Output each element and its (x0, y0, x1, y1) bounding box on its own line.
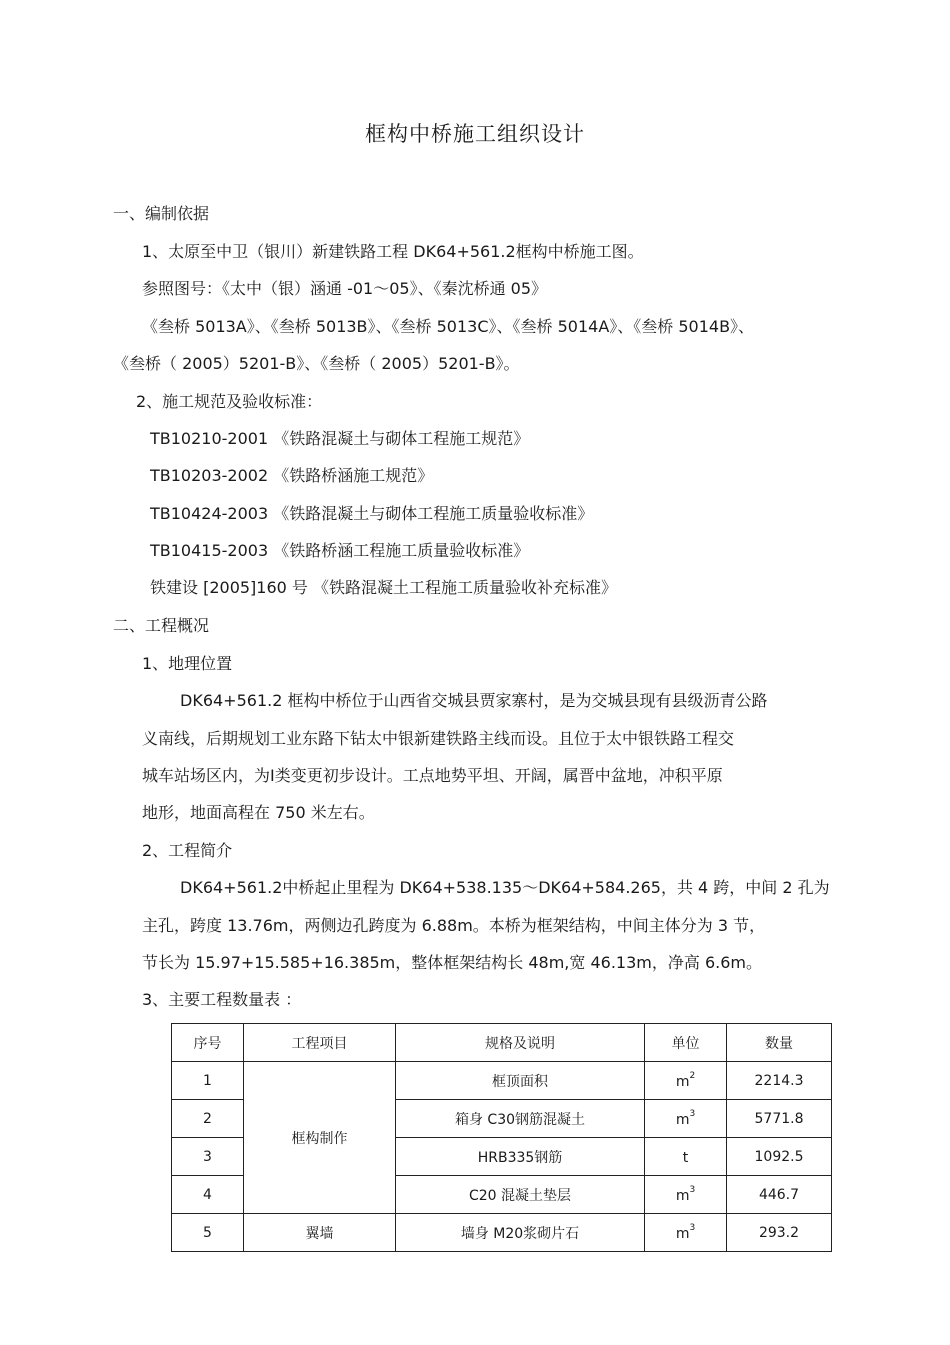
page-title: 框构中桥施工组织设计 (365, 122, 585, 146)
geo-line-1: DK64+561.2 框构中桥位于山西省交城县贾家寨村，是为交城县现有县级沥青公路 (180, 691, 768, 710)
geo-line-4: 地形，地面高程在 750 米左右。 (142, 803, 375, 822)
unit-text: m (675, 1112, 690, 1128)
cell-unit (645, 1100, 727, 1138)
section-2-heading: 二、工程概况 (113, 616, 210, 635)
unit-exponent: 3 (689, 1185, 696, 1195)
standard-1: TB10210-2001 《铁路混凝土与砌体工程施工规范》 (150, 429, 530, 448)
reference-drawings-cont-1: 《叁桥 5013A》、《叁桥 5013B》、《叁桥 5013C》、《叁桥 5014A》、《叁桥 5014B》、 (142, 317, 755, 336)
basis-item-2: 2、施工规范及验收标准： (136, 392, 323, 411)
cell-spec: 箱身 C30钢筋混凝土 (396, 1100, 645, 1138)
geo-line-2: 义南线，后期规划工业东路下钻太中银新建铁路主线而设。且位于太中银铁路工程交 (142, 729, 735, 748)
cell-qty: 5771.8 (727, 1100, 832, 1138)
intro-line-1: DK64+561.2中桥起止里程为 DK64+538.135～DK64+584.265，共 4 跨，中间 2 孔为 (180, 878, 830, 897)
standard-4: TB10415-2003 《铁路桥涵工程施工质量验收标准》 (150, 541, 530, 560)
geo-line-3: 城车站场区内，为Ⅰ类变更初步设计。工点地势平坦、开阔，属晋中盆地，冲积平原 (142, 766, 723, 785)
cell-qty: 293.2 (727, 1214, 832, 1252)
cell-unit (645, 1214, 727, 1252)
unit-text: m (675, 1226, 690, 1242)
cell-qty: 1092.5 (727, 1138, 832, 1176)
header-spec: 规格及说明 (396, 1024, 645, 1062)
standard-3: TB10424-2003 《铁路混凝土与砌体工程施工质量验收标准》 (150, 504, 594, 523)
cell-unit (645, 1062, 727, 1100)
cell-no: 3 (172, 1138, 244, 1176)
cell-spec: 墙身 M20浆砌片石 (396, 1214, 645, 1252)
standard-5: 铁建设 [2005]160 号 《铁路混凝土工程施工质量验收补充标准》 (150, 578, 618, 597)
intro-heading: 2、工程简介 (142, 841, 233, 860)
unit-text: t (682, 1150, 689, 1166)
cell-unit (645, 1176, 727, 1214)
table-row (172, 1214, 832, 1252)
header-item: 工程项目 (244, 1024, 396, 1062)
quantity-table (171, 1023, 832, 1252)
section-1-heading: 一、编制依据 (113, 204, 210, 223)
header-qty: 数量 (727, 1024, 832, 1062)
header-no: 序号 (172, 1024, 244, 1062)
cell-no: 5 (172, 1214, 244, 1252)
cell-no: 1 (172, 1062, 244, 1100)
cell-item-merged: 框构制作 (244, 1062, 396, 1214)
table-row (172, 1062, 832, 1100)
basis-item-1: 1、太原至中卫（银川）新建铁路工程 DK64+561.2框构中桥施工图。 (142, 242, 644, 261)
cell-no: 4 (172, 1176, 244, 1214)
cell-qty: 2214.3 (727, 1062, 832, 1100)
unit-text: m (675, 1188, 690, 1204)
cell-unit (645, 1138, 727, 1176)
unit-exponent: 3 (689, 1109, 696, 1119)
cell-no: 2 (172, 1100, 244, 1138)
cell-qty: 446.7 (727, 1176, 832, 1214)
geo-heading: 1、地理位置 (142, 654, 233, 673)
unit-exponent: 2 (689, 1071, 696, 1081)
cell-item: 翼墙 (244, 1214, 396, 1252)
cell-spec: HRB335钢筋 (396, 1138, 645, 1176)
intro-line-2: 主孔，跨度 13.76m，两侧边孔跨度为 6.88m。本桥为框架结构，中间主体分为 3 节， (142, 916, 766, 935)
header-unit: 单位 (645, 1024, 727, 1062)
unit-exponent: 3 (689, 1223, 696, 1233)
table-heading: 3、主要工程数量表 ： (142, 990, 302, 1009)
intro-line-3: 节长为 15.97+15.585+16.385m，整体框架结构长 48m,宽 46.13m，净高 6.6m。 (142, 953, 762, 972)
table-header-row (172, 1024, 832, 1062)
standard-2: TB10203-2002 《铁路桥涵施工规范》 (150, 466, 434, 485)
cell-spec: 框顶面积 (396, 1062, 645, 1100)
reference-drawings: 参照图号：《太中（银）涵通 -01～05》、《秦沈桥通 05》 (142, 279, 548, 298)
reference-drawings-cont-2: 《叁桥（ 2005）5201-B》、《叁桥（ 2005）5201-B》。 (113, 354, 520, 373)
unit-text: m (675, 1074, 690, 1090)
cell-spec: C20 混凝土垫层 (396, 1176, 645, 1214)
